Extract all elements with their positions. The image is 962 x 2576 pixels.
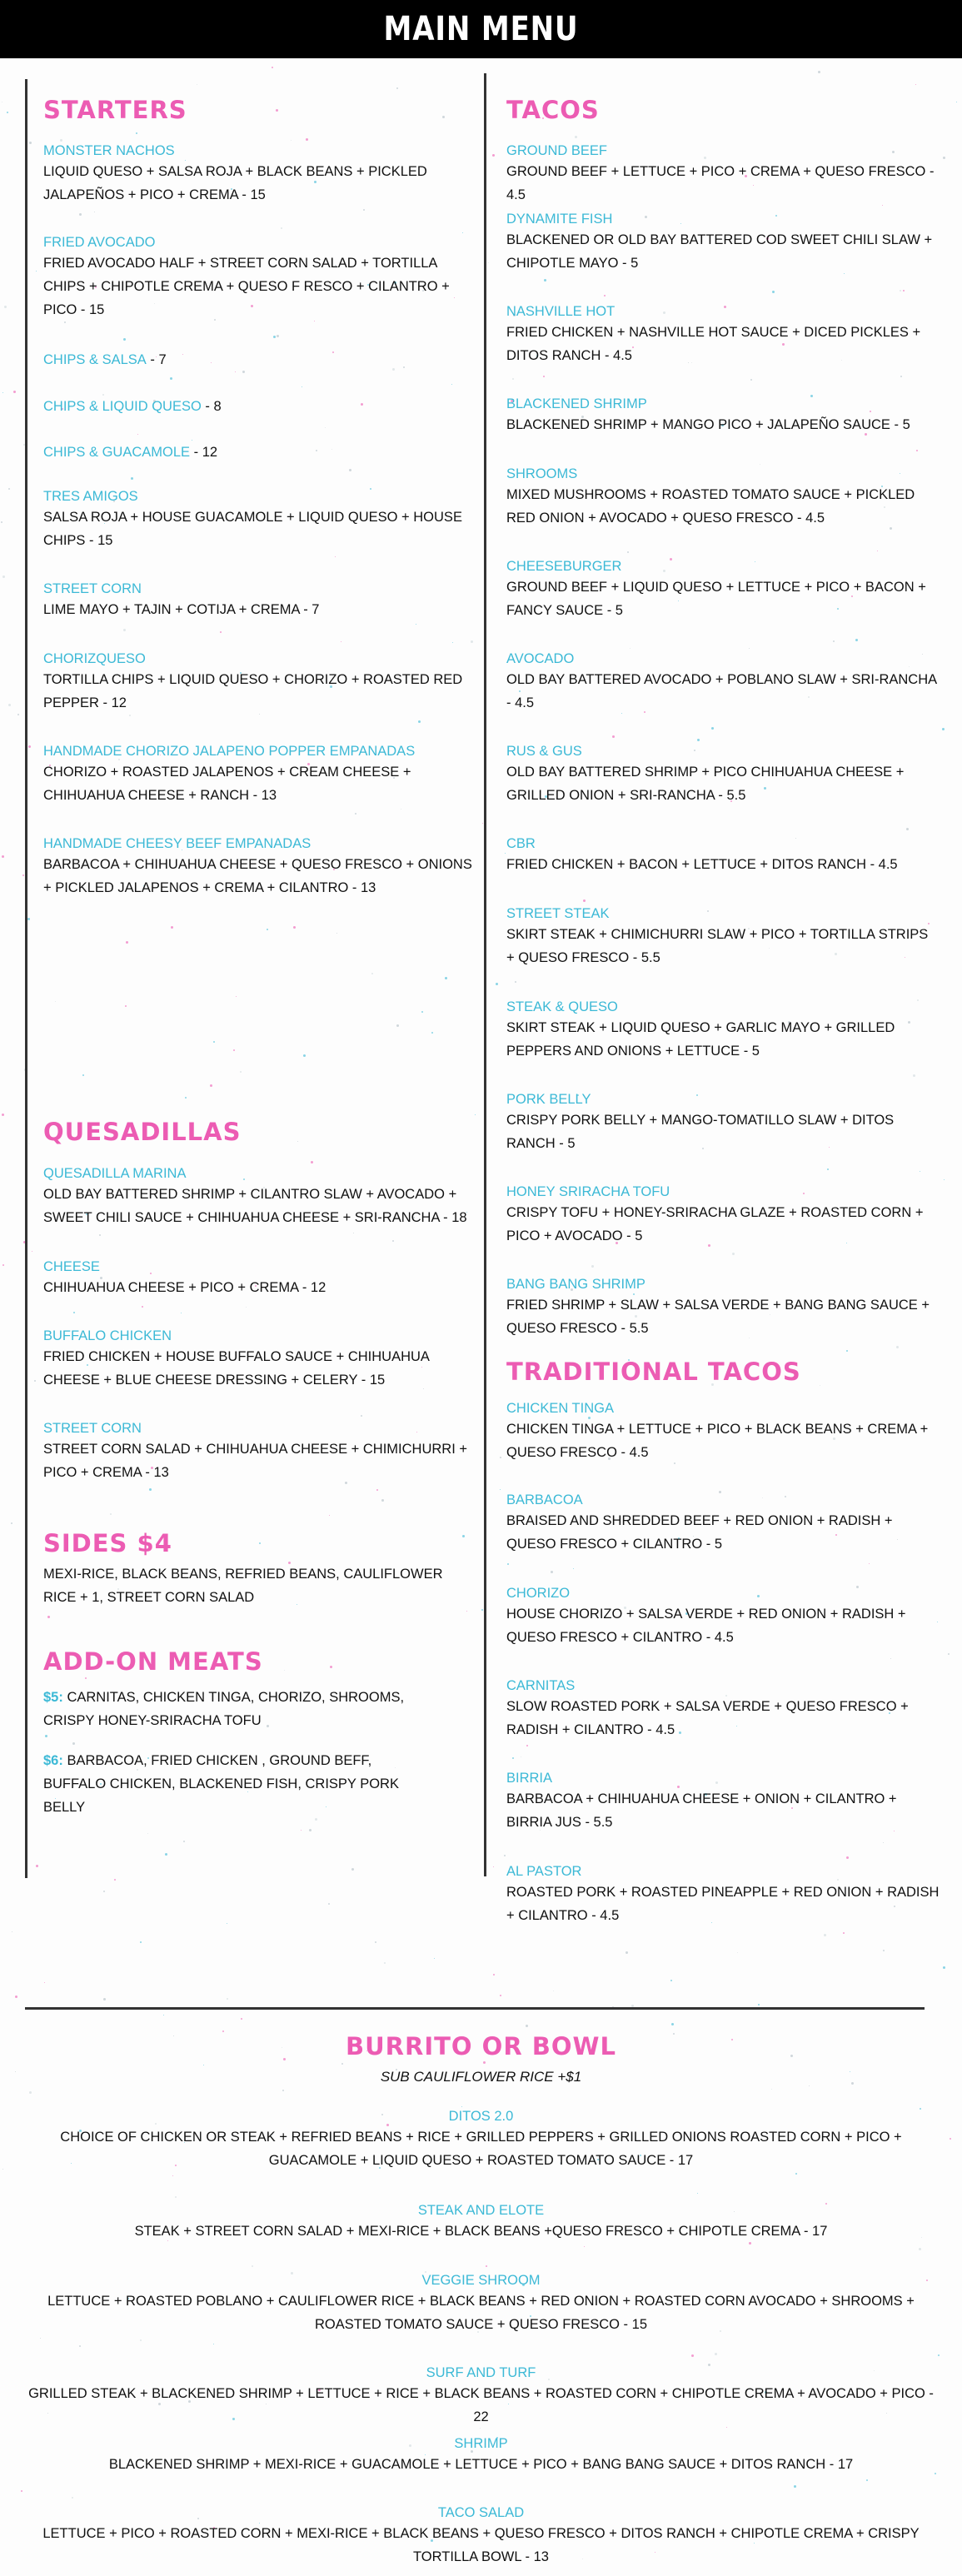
item-name: HANDMADE CHEESY BEEF EMPANADAS (43, 836, 312, 851)
item-description: ROASTED PORK + ROASTED PINEAPPLE + RED ONION + RADISH + CILANTRO - 4.5 (506, 1885, 940, 1923)
menu-item-cheese-quesadilla (43, 1258, 476, 1299)
item-name: FRIED AVOCADO (43, 235, 156, 250)
addon-tier-6 (43, 1749, 435, 1819)
menu-item (506, 904, 940, 969)
menu-item-tres-amigos (43, 487, 476, 552)
item-description: SKIRT STEAK + CHIMICHURRI SLAW + PICO + TORTILLA STRIPS + QUESO FRESCO - 5.5 (506, 927, 929, 965)
item-name: BUFFALO CHICKEN (43, 1328, 172, 1343)
center-column-divider (484, 73, 486, 1876)
addon-description: CARNITAS, CHICKEN TINGA, CHORIZO, SHROOMS, CRISPY HONEY-SRIRACHA TOFU (43, 1690, 405, 1728)
addon-price: $5: (43, 1690, 63, 1705)
item-name: BIRRIA (506, 1771, 553, 1786)
item-name: CHICKEN TINGA (506, 1401, 614, 1416)
menu-item-fried-avocado (43, 233, 476, 321)
item-name: HONEY SRIRACHA TOFU (506, 1184, 670, 1199)
item-name: BANG BANG SHRIMP (506, 1277, 645, 1292)
sides-list (43, 1562, 476, 1609)
item-name: MONSTER NACHOS (43, 143, 175, 158)
item-name: STREET CORN (43, 1421, 142, 1436)
item-name: AL PASTOR (506, 1864, 582, 1879)
item-name: DYNAMITE FISH (506, 212, 613, 227)
item-description: HOUSE CHORIZO + SALSA VERDE + RED ONION + RADISH + QUESO FRESCO + CILANTRO - 4.5 (506, 1607, 906, 1645)
item-name: RUS & GUS (506, 744, 582, 759)
item-description: BLACKENED OR OLD BAY BATTERED COD SWEET CHILI SLAW + CHIPOTLE MAYO - 5 (506, 232, 933, 271)
item-description: BRAISED AND SHREDDED BEEF + RED ONION + RADISH + QUESO FRESCO + CILANTRO - 5 (506, 1513, 893, 1552)
menu-item-monster-nachos (43, 142, 476, 207)
menu-item-chips-salsa (43, 348, 476, 371)
item-name: AVOCADO (506, 651, 575, 666)
item-description: FRIED CHICKEN + HOUSE BUFFALO SAUCE + CHIHUAHUA CHEESE + BLUE CHEESE DRESSING + CELERY - 15 (43, 1349, 430, 1388)
menu-item (506, 1862, 940, 1927)
item-description: STEAK + STREET CORN SALAD + MEXI-RICE + BLACK BEANS +QUESO FRESCO + CHIPOTLE CREMA - 17 (134, 2224, 828, 2239)
item-price: - 8 (201, 399, 222, 414)
item-name: STREET STEAK (506, 906, 610, 921)
item-description: GROUND BEEF + LETTUCE + PICO + CREMA + QUESO FRESCO - 4.5 (506, 164, 935, 202)
menu-item (25, 2434, 937, 2476)
item-name: CHIPS & LIQUID QUESO (43, 399, 202, 414)
menu-item (506, 1399, 940, 1464)
menu-item (506, 1491, 940, 1556)
addon-price: $6: (43, 1753, 63, 1768)
item-description: LIME MAYO + TAJIN + COTIJA + CREMA - 7 (43, 602, 320, 617)
item-description: BARBACOA + CHIHUAHUA CHEESE + QUESO FRESCO + ONIONS + PICKLED JALAPENOS + CREMA + CILANTRO - 13 (43, 857, 472, 895)
menu-item (506, 557, 940, 622)
menu-item-quesadilla-marina (43, 1164, 476, 1229)
page-header (0, 0, 962, 58)
item-description: OLD BAY BATTERED AVOCADO + POBLANO SLAW + SRI-RANCHA - 4.5 (506, 672, 937, 710)
menu-item-street-corn (43, 580, 476, 621)
item-name: BARBACOA (506, 1492, 583, 1507)
item-description: LETTUCE + ROASTED POBLANO + CAULIFLOWER RICE + BLACK BEANS + RED ONION + ROASTED CORN AVOCADO + SHROOMS + ROASTED TOMATO SAUCE + QUESO FRESCO - 15 (47, 2294, 915, 2332)
item-name: BLACKENED SHRIMP (506, 396, 647, 411)
addons-heading: ADD-ON MEATS (43, 1647, 263, 1676)
item-description: GROUND BEEF + LIQUID QUESO + LETTUCE + PICO + BACON + FANCY SAUCE - 5 (506, 580, 926, 618)
item-name: VEGGIE SHROOM (421, 2273, 541, 2288)
menu-item-cheesy-beef-empanadas (43, 835, 476, 899)
menu-item-chorizqueso (43, 650, 476, 715)
item-description: FRIED CHICKEN + NASHVILLE HOT SAUCE + DICED PICKLES + DITOS RANCH - 4.5 (506, 325, 921, 363)
menu-item-street-corn-quesadilla (43, 1419, 476, 1484)
item-description: GRILLED STEAK + BLACKENED SHRIMP + LETTUCE + RICE + BLACK BEANS + ROASTED CORN + CHIPOTLE CREMA + AVOCADO + PICO - 22 (28, 2386, 934, 2424)
menu-item (506, 1275, 940, 1340)
item-price: - 7 (146, 352, 167, 367)
menu-item (506, 142, 940, 207)
tacos-heading: TACOS (506, 96, 600, 124)
item-description: BARBACOA + CHIHUAHUA CHEESE + ONION + CILANTRO + BIRRIA JUS - 5.5 (506, 1791, 897, 1830)
menu-item (506, 465, 940, 530)
menu-item (506, 998, 940, 1063)
item-description: LETTUCE + PICO + ROASTED CORN + MEXI-RICE + BLACK BEANS + QUESO FRESCO + DITOS RANCH + CHIPOTLE CREMA + CRISPY TORTILLA BOWL - 13 (42, 2526, 920, 2564)
menu-item-buffalo-chicken (43, 1327, 476, 1392)
item-name: SURF AND TURF (426, 2365, 536, 2380)
item-name: GROUND BEEF (506, 143, 608, 158)
item-name: CHIPS & SALSA (43, 352, 147, 367)
item-name: DITOS 2.0 (448, 2109, 514, 2124)
item-name: HANDMADE CHORIZO JALAPENO POPPER EMPANADAS (43, 744, 416, 759)
item-name: STREET CORN (43, 581, 142, 596)
item-description: FRIED SHRIMP + SLAW + SALSA VERDE + BANG BANG SAUCE + QUESO FRESCO - 5.5 (506, 1298, 930, 1336)
sides-description: MEXI-RICE, BLACK BEANS, REFRIED BEANS, CAULIFLOWER RICE + 1, STREET CORN SALAD (43, 1567, 443, 1605)
item-description: TORTILLA CHIPS + LIQUID QUESO + CHORIZO + ROASTED RED PEPPER - 12 (43, 672, 463, 710)
menu-item-popper-empanadas (43, 742, 476, 807)
item-description: STREET CORN SALAD + CHIHUAHUA CHEESE + CHIMICHURRI + PICO + CREMA - 13 (43, 1442, 468, 1480)
menu-item (506, 742, 940, 807)
menu-item (25, 2107, 937, 2172)
item-description: LIQUID QUESO + SALSA ROJA + BLACK BEANS + PICKLED JALAPEÑOS + PICO + CREMA - 15 (43, 164, 427, 202)
menu-item (506, 210, 940, 275)
item-name: STEAK & QUESO (506, 999, 618, 1014)
menu-item (25, 2364, 937, 2429)
item-name: TRES AMIGOS (43, 489, 138, 504)
menu-item-chips-guacamole (43, 441, 476, 464)
item-description: CRISPY TOFU + HONEY-SRIRACHA GLAZE + ROASTED CORN + PICO + AVOCADO - 5 (506, 1205, 924, 1243)
menu-item (506, 1769, 940, 1834)
item-name: SHRIMP (454, 2436, 508, 2451)
item-description: SKIRT STEAK + LIQUID QUESO + GARLIC MAYO + GRILLED PEPPERS AND ONIONS + LETTUCE - 5 (506, 1020, 895, 1059)
item-description: CHICKEN TINGA + LETTUCE + PICO + BLACK BEANS + CREMA + QUESO FRESCO - 4.5 (506, 1422, 929, 1460)
item-price: - 12 (190, 445, 218, 460)
menu-item (506, 650, 940, 715)
item-description: CHORIZO + ROASTED JALAPENOS + CREAM CHEESE + CHIHUAHUA CHEESE + RANCH - 13 (43, 765, 411, 803)
item-description: BLACKENED SHRIMP + MANGO PICO + JALAPEÑO SAUCE - 5 (506, 417, 910, 432)
item-description: SLOW ROASTED PORK + SALSA VERDE + QUESO FRESCO + RADISH + CILANTRO - 4.5 (506, 1699, 909, 1737)
item-description: OLD BAY BATTERED SHRIMP + PICO CHIHUAHUA CHEESE + GRILLED ONION + SRI-RANCHA - 5.5 (506, 765, 905, 803)
menu-item (506, 1677, 940, 1741)
menu-item (506, 1584, 940, 1649)
burrito-section-divider (25, 2007, 925, 2010)
item-name: CBR (506, 836, 536, 851)
item-name: STEAK AND ELOTE (417, 2203, 545, 2218)
item-description: CHIHUAHUA CHEESE + PICO + CREMA - 12 (43, 1280, 326, 1295)
burrito-subtitle: SUB CAULIFLOWER RICE +$1 (380, 2069, 582, 2085)
traditional-tacos-heading: TRADITIONAL TACOS (506, 1358, 801, 1386)
item-description: FRIED CHICKEN + BACON + LETTUCE + DITOS RANCH - 4.5 (506, 857, 898, 872)
menu-item (506, 835, 940, 876)
item-name: SHROOMS (506, 466, 578, 481)
item-description: FRIED AVOCADO HALF + STREET CORN SALAD + TORTILLA CHIPS + CHIPOTLE CREMA + QUESO F RESCO + CILANTRO + PICO - 15 (43, 256, 450, 317)
burrito-section (0, 2032, 962, 2085)
addon-tier-5 (43, 1686, 435, 1732)
menu-item (506, 395, 940, 436)
item-description: BLACKENED SHRIMP + MEXI-RICE + GUACAMOLE + LETTUCE + PICO + BANG BANG SAUCE + DITOS RANCH - 17 (108, 2457, 854, 2472)
menu-item-chips-queso (43, 395, 476, 418)
menu-item (506, 1090, 940, 1155)
item-name: TACO SALAD (437, 2505, 525, 2520)
item-description: OLD BAY BATTERED SHRIMP + CILANTRO SLAW + AVOCADO + SWEET CHILI SAUCE + CHIHUAHUA CHEESE + SRI-RANCHA - 18 (43, 1187, 467, 1225)
item-name: CARNITAS (506, 1678, 576, 1693)
item-name: CHEESE (43, 1259, 100, 1274)
sides-heading: SIDES $4 (43, 1529, 172, 1557)
page-title: MAIN MENU (383, 10, 579, 48)
item-name: CHIPS & GUACAMOLE (43, 445, 191, 460)
item-description: CHOICE OF CHICKEN OR STEAK + REFRIED BEANS + RICE + GRILLED PEPPERS + GRILLED ONIONS ROASTED CORN + PICO + GUACAMOLE + LIQUID QUESO + ROASTED TOMATO SAUCE - 17 (60, 2130, 902, 2168)
menu-item (506, 1183, 940, 1248)
menu-item (25, 2271, 937, 2336)
menu-item (25, 2504, 937, 2569)
item-name: NASHVILLE HOT (506, 304, 616, 319)
item-description: SALSA ROJA + HOUSE GUACAMOLE + LIQUID QUESO + HOUSE CHIPS - 15 (43, 510, 462, 548)
item-name: CHEESEBURGER (506, 559, 622, 574)
addon-description: BARBACOA, FRIED CHICKEN , GROUND BEFF, BUFFALO CHICKEN, BLACKENED FISH, CRISPY PORK BELLY (43, 1753, 399, 1815)
item-description: MIXED MUSHROOMS + ROASTED TOMATO SAUCE + PICKLED RED ONION + AVOCADO + QUESO FRESCO - 4.5 (506, 487, 915, 526)
item-name: CHORIZO (506, 1586, 571, 1601)
item-name: CHORIZQUESO (43, 651, 146, 666)
left-column-divider (25, 79, 27, 1878)
burrito-heading: BURRITO OR BOWL (346, 2032, 616, 2060)
item-name: QUESADILLA MARINA (43, 1166, 187, 1181)
quesadillas-heading: QUESADILLAS (43, 1118, 242, 1146)
menu-item (506, 302, 940, 367)
item-description: CRISPY PORK BELLY + MANGO-TOMATILLO SLAW + DITOS RANCH - 5 (506, 1113, 895, 1151)
starters-heading: STARTERS (43, 96, 187, 124)
menu-item (25, 2201, 937, 2243)
item-name: PORK BELLY (506, 1092, 591, 1107)
